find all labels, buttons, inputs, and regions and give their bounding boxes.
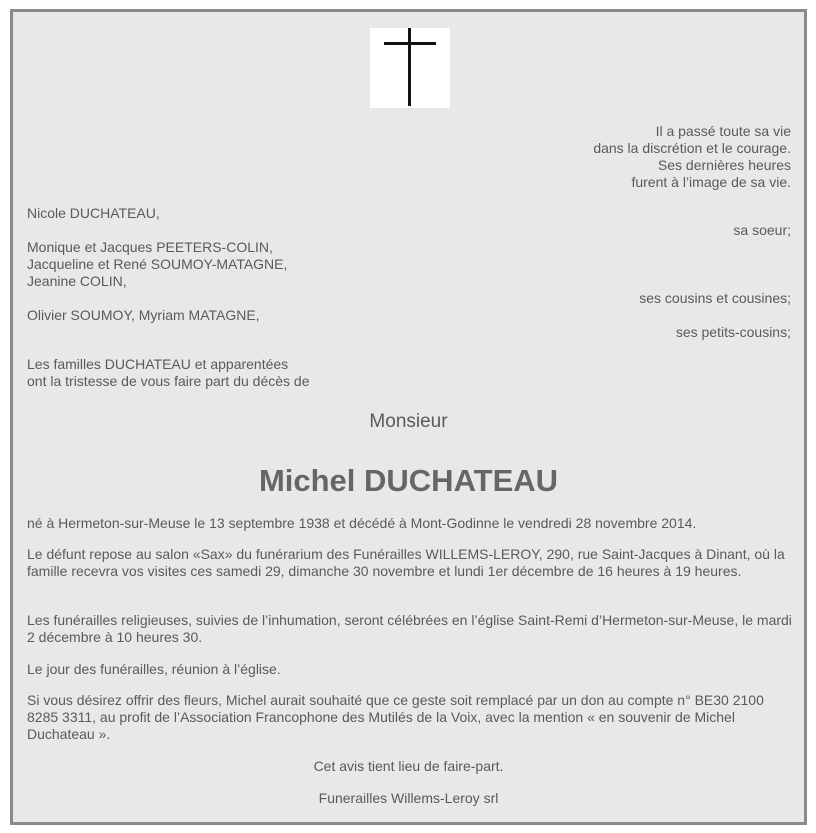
poem-line: furent à l’image de sa vie. [631, 174, 791, 190]
family-line: Jacqueline et René SOUMOY-MATAGNE, [27, 256, 288, 272]
family-line: Jeanine COLIN, [27, 273, 127, 289]
cross-icon [370, 28, 450, 108]
family-line: Monique et Jacques PEETERS-COLIN, [27, 239, 273, 255]
body-paragraph: Les funérailles religieuses, suivies de l’inhumation, seront célébrées en l’église Saint-Remi d’Hermeton-sur-Meuse, le mardi 2 décembre à 10 heures 30. [27, 612, 792, 645]
obituary-card [10, 9, 807, 825]
poem-line: Il a passé toute sa vie [655, 123, 791, 139]
cross-vertical-bar [408, 28, 411, 106]
body-paragraph: Le jour des funérailles, réunion à l’église. [27, 661, 281, 677]
family-line: Nicole DUCHATEAU, [27, 205, 160, 221]
deceased-name: Michel DUCHATEAU [258, 463, 559, 498]
family-role: ses petits-cousins; [675, 324, 791, 340]
family-line: Olivier SOUMOY, Myriam MATAGNE, [27, 307, 260, 323]
honorific: Monsieur [369, 411, 448, 432]
cross-horizontal-bar [384, 42, 436, 45]
body-paragraph: Si vous désirez offrir des fleurs, Michel aurait souhaité que ce geste soit remplacé par un don au compte n° BE30 2100 8285 3311, au profit de l’Association Francophone des Mutilés de la Voix, avec la mention « en souvenir de Michel Duchateau ». [27, 692, 764, 742]
body-paragraph: né à Hermeton-sur-Meuse le 13 septembre 1938 et décédé à Mont-Godinne le vendredi 28 novembre 2014. [27, 515, 697, 531]
closing-note: Cet avis tient lieu de faire-part. [313, 758, 504, 774]
poem-line: dans la discrétion et le courage. [593, 140, 791, 156]
poem-line: Ses dernières heures [657, 157, 791, 173]
family-role: sa soeur; [733, 222, 791, 238]
body-paragraph: Le défunt repose au salon «Sax» du funérarium des Funérailles WILLEMS-LEROY, 290, rue Saint-Jacques à Dinant, où la famille recevra vos visites ces samedi 29, dimanche 30 novembre et lundi 1er décembre de 16 heures à 19 heures. [27, 546, 785, 579]
family-role: ses cousins et cousines; [639, 290, 791, 306]
family-line: ont la tristesse de vous faire part du décès de [27, 373, 310, 389]
family-line: Les familles DUCHATEAU et apparentées [27, 356, 289, 372]
funeral-home-signature: Funerailles Willems-Leroy srl [318, 790, 499, 806]
